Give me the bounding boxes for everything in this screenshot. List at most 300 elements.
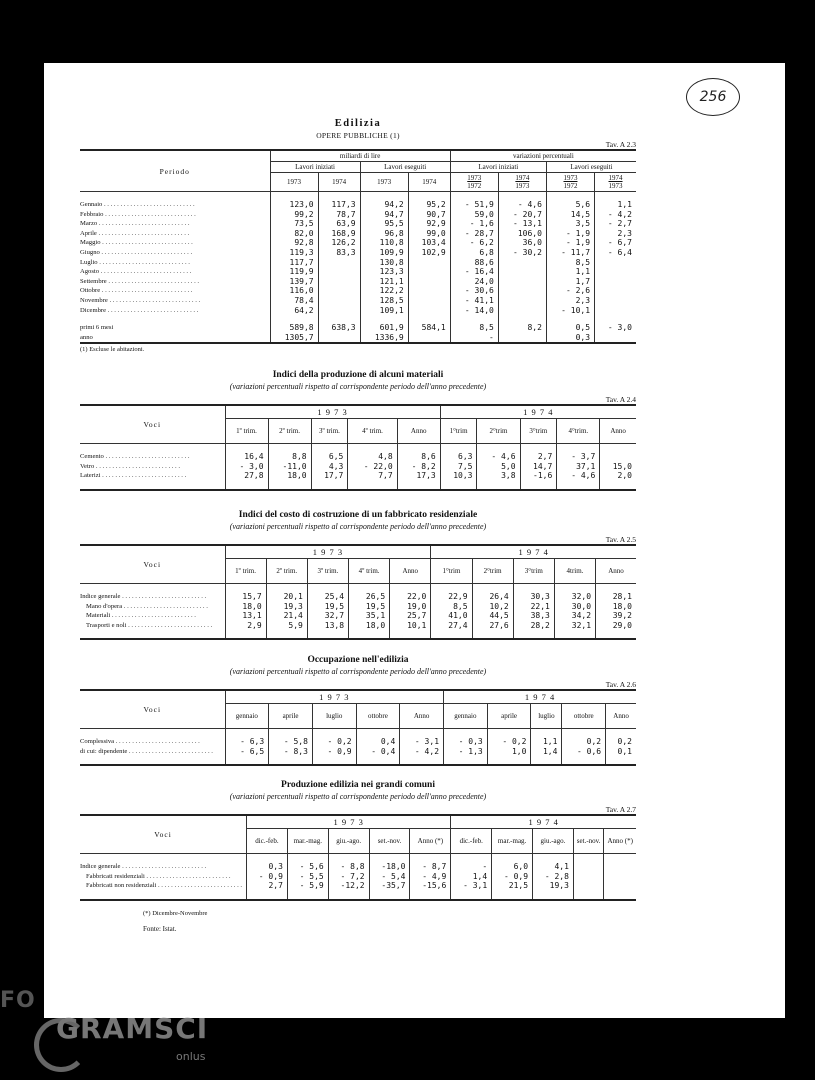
- header-year: 1 9 7 4: [431, 545, 636, 559]
- table-cell: 4,8: [348, 452, 397, 462]
- table-cell: 0,2: [562, 737, 606, 747]
- table-cell: 18,0: [349, 621, 390, 631]
- table-row: [80, 452, 636, 462]
- table-cell: 25,7: [390, 611, 431, 621]
- table-grandi-comuni: [80, 814, 636, 901]
- table-cell: - 0,9: [492, 872, 533, 882]
- table-cell: 94,7: [360, 210, 408, 220]
- table-cell: 19,5: [349, 602, 390, 612]
- table-row: [80, 210, 636, 220]
- page-number-stamp: 256: [686, 78, 740, 116]
- row-label: Gennaio . . . . . . . . . . . . . . . . . . . . . . . . . . . .: [80, 201, 195, 208]
- table-cell: 18,0: [225, 602, 266, 612]
- table-cell: 88,6: [450, 258, 498, 268]
- header-year: 1 9 7 4: [444, 690, 636, 704]
- spacer-cell: [312, 729, 356, 738]
- spacer-cell: [266, 630, 307, 639]
- table-occupazione: [80, 689, 636, 766]
- spacer-cell: [487, 756, 531, 765]
- spacer-cell: [348, 481, 397, 490]
- source-note: Fonte: Istat.: [143, 925, 177, 933]
- column-header-voci: Voci: [80, 815, 247, 854]
- table-cell: 7,5: [440, 462, 477, 472]
- table-cell: -12,2: [328, 881, 369, 891]
- table-cell: - 3,0: [595, 323, 636, 333]
- header-period: Anno: [390, 559, 431, 584]
- section-costo-costruzione: [80, 510, 636, 640]
- table-cell: 25,4: [307, 592, 348, 602]
- table-row: [80, 229, 636, 239]
- section-materiali: [80, 370, 636, 491]
- header-period: 2°trim: [472, 559, 513, 584]
- table-cell: - 20,7: [498, 210, 546, 220]
- spacer-cell: [562, 756, 606, 765]
- table-cell: [498, 267, 546, 277]
- section-subtitle: (variazioni percentuali rispetto al corrispondente periodo dell'anno precedente): [229, 667, 487, 676]
- header-period: 3º trim.: [311, 419, 348, 444]
- table-cell: [408, 306, 450, 316]
- table-cell: - 2,6: [546, 286, 594, 296]
- row-label: Fabbricati non residenziali . . . . . . . . . . . . . . . . . . . . . . . . . .: [86, 882, 243, 890]
- spacer-cell: [80, 315, 270, 323]
- row-label: di cui: dipendente . . . . . . . . . . . . . . . . . . . . . . . . . .: [80, 747, 213, 755]
- header-period: 1º trim.: [225, 559, 266, 584]
- table-cell: 22,0: [390, 592, 431, 602]
- table-cell: [600, 452, 636, 462]
- header-period: gennaio: [225, 704, 269, 729]
- table-cell: 83,3: [318, 248, 360, 258]
- table-cell: [498, 258, 546, 268]
- spacer-cell: [451, 854, 492, 863]
- table-number: Tav. A 2.3: [605, 140, 636, 149]
- spacer-cell: [557, 444, 600, 453]
- spacer-cell: [266, 584, 307, 593]
- header-period: set.-nov.: [573, 829, 603, 854]
- header-period: 1°trim: [440, 419, 477, 444]
- table-row: [80, 296, 636, 306]
- table-cell: - 4,6: [498, 200, 546, 210]
- table-row: [80, 306, 636, 316]
- table-cell: 6,0: [492, 862, 533, 872]
- table-cell: 26,4: [472, 592, 513, 602]
- table-cell: 110,8: [360, 238, 408, 248]
- table-cell: 0,3: [546, 333, 594, 344]
- table-cell: 117,7: [270, 258, 318, 268]
- section-subtitle: (variazioni percentuali rispetto al corrispondente periodo dell'anno precedente): [229, 522, 487, 531]
- logo-text: FO: [0, 988, 36, 1013]
- table-cell: 123,3: [360, 267, 408, 277]
- table-row: [80, 737, 636, 747]
- table-cell: - 4,2: [595, 210, 636, 220]
- spacer-cell: [397, 444, 440, 453]
- spacer-cell: [318, 192, 360, 201]
- table-cell: 34,2: [554, 611, 595, 621]
- table-cell: 1305,7: [270, 333, 318, 344]
- header-period: aprile: [487, 704, 531, 729]
- spacer-cell: [408, 315, 450, 323]
- header-period: Anno: [400, 704, 444, 729]
- table-cell: 8,5: [546, 258, 594, 268]
- table-cell: 123,0: [270, 200, 318, 210]
- table-cell: 128,5: [360, 296, 408, 306]
- spacer-cell: [369, 891, 410, 900]
- table-cell: - 41,1: [450, 296, 498, 306]
- header-period: giu.-ago.: [533, 829, 574, 854]
- table-cell: 5,9: [266, 621, 307, 631]
- table-cell: 6,5: [311, 452, 348, 462]
- header-period: 2°trim: [477, 419, 520, 444]
- spacer-cell: [225, 729, 269, 738]
- header-period: dic.-feb.: [247, 829, 288, 854]
- spacer-cell: [554, 584, 595, 593]
- spacer-cell: [80, 756, 225, 765]
- header-year: 1974: [318, 173, 360, 192]
- table-cell: - 30,6: [450, 286, 498, 296]
- table-cell: 6,8: [450, 248, 498, 258]
- table-cell: [498, 286, 546, 296]
- table-cell: 95,2: [408, 200, 450, 210]
- table-row: [80, 248, 636, 258]
- spacer-cell: [596, 630, 636, 639]
- table-cell: 30,0: [554, 602, 595, 612]
- table-cell: 4,3: [311, 462, 348, 472]
- spacer-cell: [390, 630, 431, 639]
- spacer-cell: [573, 891, 603, 900]
- table-cell: 16,4: [225, 452, 268, 462]
- spacer-cell: [533, 891, 574, 900]
- table-costo-costruzione: [80, 544, 636, 640]
- table-cell: 17,7: [311, 471, 348, 481]
- table-cell: - 5,8: [269, 737, 313, 747]
- spacer-cell: [356, 729, 400, 738]
- table-cell: 14,7: [520, 462, 557, 472]
- spacer-cell: [80, 729, 225, 738]
- table-cell: 94,2: [360, 200, 408, 210]
- table-cell: - 4,2: [400, 747, 444, 757]
- spacer-cell: [225, 756, 269, 765]
- table-cell: -: [451, 862, 492, 872]
- section-title: Edilizia: [334, 118, 382, 129]
- table-cell: [573, 862, 603, 872]
- spacer-cell: [268, 444, 311, 453]
- row-label: Complessiva . . . . . . . . . . . . . . . . . . . . . . . . . .: [80, 738, 200, 745]
- table-cell: - 6,2: [450, 238, 498, 248]
- spacer-cell: [513, 630, 554, 639]
- spacer-cell: [431, 630, 472, 639]
- spacer-cell: [450, 315, 498, 323]
- table-cell: - 8,7: [410, 862, 451, 872]
- header-period: Anno (*): [410, 829, 451, 854]
- spacer-cell: [492, 854, 533, 863]
- table-cell: [604, 862, 636, 872]
- header-period: mar.-mag.: [492, 829, 533, 854]
- table-cell: - 0,2: [312, 737, 356, 747]
- table-cell: [498, 333, 546, 344]
- header-period: Anno (*): [604, 829, 636, 854]
- table-cell: 2,9: [225, 621, 266, 631]
- table-cell: 92,9: [408, 219, 450, 229]
- spacer-cell: [311, 481, 348, 490]
- table-cell: - 3,1: [451, 881, 492, 891]
- header-period: gennaio: [444, 704, 488, 729]
- table-cell: 638,3: [318, 323, 360, 333]
- table-cell: 4,1: [533, 862, 574, 872]
- header-period: aprile: [269, 704, 313, 729]
- table-cell: 35,1: [349, 611, 390, 621]
- table-cell: - 3,7: [557, 452, 600, 462]
- table-row: [80, 286, 636, 296]
- table-cell: 1,1: [531, 737, 562, 747]
- table-cell: 13,1: [225, 611, 266, 621]
- header-year: 1974: [408, 173, 450, 192]
- spacer-cell: [604, 854, 636, 863]
- table-footnote: (*) Dicembre-Novembre: [143, 910, 208, 917]
- spacer-cell: [225, 630, 266, 639]
- spacer-cell: [328, 891, 369, 900]
- table-cell: 5,6: [546, 200, 594, 210]
- table-cell: 0,4: [356, 737, 400, 747]
- table-cell: [408, 333, 450, 344]
- table-cell: [318, 306, 360, 316]
- row-label: Maggio . . . . . . . . . . . . . . . . . . . . . . . . . . . .: [80, 239, 193, 247]
- table-cell: 28,1: [596, 592, 636, 602]
- table-cell: 3,5: [546, 219, 594, 229]
- spacer-cell: [311, 444, 348, 453]
- spacer-cell: [554, 630, 595, 639]
- table-cell: 96,8: [360, 229, 408, 239]
- spacer-cell: [349, 584, 390, 593]
- table-cell: -15,6: [410, 881, 451, 891]
- table-cell: - 5,9: [287, 881, 328, 891]
- spacer-cell: [472, 584, 513, 593]
- table-cell: 0,3: [247, 862, 288, 872]
- spacer-cell: [80, 481, 225, 490]
- table-cell: 1,1: [595, 200, 636, 210]
- table-cell: [318, 333, 360, 344]
- table-cell: - 1,6: [450, 219, 498, 229]
- spacer-cell: [270, 315, 318, 323]
- row-label: Fabbricati residenziali . . . . . . . . . . . . . . . . . . . . . . . . . .: [86, 872, 231, 880]
- spacer-cell: [477, 444, 520, 453]
- row-label: Dicembre . . . . . . . . . . . . . . . . . . . . . . . . . . . .: [80, 306, 199, 314]
- table-cell: [318, 286, 360, 296]
- table-cell: 116,0: [270, 286, 318, 296]
- table-opere-pubbliche: [80, 149, 636, 344]
- header-period: 2º trim.: [268, 419, 311, 444]
- spacer-cell: [533, 854, 574, 863]
- table-cell: - 30,2: [498, 248, 546, 258]
- header-period: giu.-ago.: [328, 829, 369, 854]
- section-subtitle: (variazioni percentuali rispetto al corrispondente periodo dell'anno precedente): [229, 792, 487, 801]
- table-cell: 1,1: [546, 267, 594, 277]
- header-period: 3°trim: [520, 419, 557, 444]
- table-cell: 78,7: [318, 210, 360, 220]
- header-lavori-iniziati: Lavori iniziati: [450, 162, 546, 173]
- table-cell: 90,7: [408, 210, 450, 220]
- table-cell: [318, 296, 360, 306]
- table-cell: [498, 277, 546, 287]
- table-cell: [408, 267, 450, 277]
- table-cell: 2,0: [600, 471, 636, 481]
- table-cell: [595, 333, 636, 344]
- table-materiali: [80, 404, 636, 491]
- table-cell: [595, 306, 636, 316]
- table-cell: 95,5: [360, 219, 408, 229]
- table-cell: - 11,7: [546, 248, 594, 258]
- table-cell: 38,3: [513, 611, 554, 621]
- table-cell: 15,7: [225, 592, 266, 602]
- table-cell: - 0,9: [247, 872, 288, 882]
- header-year: 1 9 7 4: [451, 815, 636, 829]
- table-cell: - 3,1: [400, 737, 444, 747]
- table-cell: 1,7: [546, 277, 594, 287]
- row-label: Marzo . . . . . . . . . . . . . . . . . . . . . . . . . . . .: [80, 220, 190, 228]
- spacer-cell: [492, 891, 533, 900]
- table-cell: - 6,3: [225, 737, 269, 747]
- spacer-cell: [225, 584, 266, 593]
- table-row: [80, 862, 636, 872]
- table-cell: 8,5: [450, 323, 498, 333]
- table-cell: - 6,4: [595, 248, 636, 258]
- spacer-cell: [562, 729, 606, 738]
- table-cell: - 5,6: [287, 862, 328, 872]
- table-cell: - 16,4: [450, 267, 498, 277]
- spacer-cell: [247, 854, 288, 863]
- row-label: primi 6 mesi: [80, 324, 114, 332]
- table-cell: [595, 277, 636, 287]
- spacer-cell: [520, 444, 557, 453]
- table-row: [80, 200, 636, 210]
- section-title: Indici del costo di costruzione di un fabbricato residenziale: [238, 510, 478, 520]
- table-cell: - 22,0: [348, 462, 397, 472]
- spacer-cell: [472, 630, 513, 639]
- table-cell: -18,0: [369, 862, 410, 872]
- table-row: [80, 267, 636, 277]
- row-label: Febbraio . . . . . . . . . . . . . . . . . . . . . . . . . . . .: [80, 210, 196, 218]
- header-period: 4º trim.: [349, 559, 390, 584]
- table-row: [80, 611, 636, 621]
- table-cell: 0,2: [606, 737, 636, 747]
- table-cell: - 4,6: [557, 471, 600, 481]
- spacer-cell: [287, 854, 328, 863]
- table-cell: 22,1: [513, 602, 554, 612]
- spacer-cell: [498, 192, 546, 201]
- header-period: ottobre: [356, 704, 400, 729]
- section-subtitle: OPERE PUBBLICHE (1): [316, 131, 400, 140]
- spacer-cell: [225, 444, 268, 453]
- header-ratio: 1973 1972: [546, 173, 594, 192]
- spacer-cell: [440, 481, 477, 490]
- spacer-cell: [269, 756, 313, 765]
- table-cell: 1,0: [487, 747, 531, 757]
- table-note: (1) Escluse le abitazioni.: [80, 346, 145, 354]
- table-cell: 10,2: [472, 602, 513, 612]
- header-period: 4trim.: [554, 559, 595, 584]
- section-opere-pubbliche: [80, 118, 636, 353]
- spacer-cell: [80, 584, 225, 593]
- table-cell: 2,7: [247, 881, 288, 891]
- spacer-cell: [573, 854, 603, 863]
- spacer-cell: [444, 729, 488, 738]
- header-period: luglio: [312, 704, 356, 729]
- spacer-cell: [318, 315, 360, 323]
- row-label: Luglio . . . . . . . . . . . . . . . . . . . . . . . . . . . .: [80, 258, 190, 266]
- table-cell: 59,0: [450, 210, 498, 220]
- table-cell: - 8,8: [328, 862, 369, 872]
- header-ratio: 1974 1973: [595, 173, 636, 192]
- table-cell: [498, 306, 546, 316]
- table-cell: - 5,4: [369, 872, 410, 882]
- table-cell: 30,3: [513, 592, 554, 602]
- table-cell: 24,0: [450, 277, 498, 287]
- table-cell: 2,3: [546, 296, 594, 306]
- spacer-cell: [328, 854, 369, 863]
- table-cell: 168,9: [318, 229, 360, 239]
- table-cell: - 2,8: [533, 872, 574, 882]
- row-label: anno: [80, 333, 93, 341]
- spacer-cell: [431, 584, 472, 593]
- table-cell: 32,7: [307, 611, 348, 621]
- table-cell: - 10,1: [546, 306, 594, 316]
- table-row: [80, 602, 636, 612]
- table-cell: [604, 881, 636, 891]
- table-cell: 106,0: [498, 229, 546, 239]
- row-label: Novembre . . . . . . . . . . . . . . . . . . . . . . . . . . . .: [80, 296, 201, 304]
- table-cell: 8,8: [268, 452, 311, 462]
- spacer-cell: [80, 444, 225, 453]
- table-cell: [573, 881, 603, 891]
- row-label: Giugno . . . . . . . . . . . . . . . . . . . . . . . . . . . .: [80, 248, 193, 256]
- table-cell: 5,0: [477, 462, 520, 472]
- table-cell: 27,4: [431, 621, 472, 631]
- table-cell: - 28,7: [450, 229, 498, 239]
- table-cell: 14,5: [546, 210, 594, 220]
- row-label: Indice generale . . . . . . . . . . . . . . . . . . . . . . . . . .: [80, 593, 207, 600]
- table-cell: 7,7: [348, 471, 397, 481]
- table-cell: - 4,6: [477, 452, 520, 462]
- header-year: 1 9 7 4: [440, 405, 636, 419]
- table-cell: 19,0: [390, 602, 431, 612]
- table-cell: 122,2: [360, 286, 408, 296]
- table-cell: [408, 277, 450, 287]
- spacer-cell: [269, 729, 313, 738]
- table-row: [80, 471, 636, 481]
- header-year: 1 9 7 3: [225, 690, 444, 704]
- spacer-cell: [596, 584, 636, 593]
- header-period: Anno: [600, 419, 636, 444]
- table-cell: 2,3: [595, 229, 636, 239]
- row-label: Trasporti e noli . . . . . . . . . . . . . . . . . . . . . . . . . .: [86, 621, 213, 629]
- table-cell: 36,0: [498, 238, 546, 248]
- table-cell: 139,7: [270, 277, 318, 287]
- table-cell: -1,6: [520, 471, 557, 481]
- table-cell: 26,5: [349, 592, 390, 602]
- table-cell: [595, 258, 636, 268]
- spacer-cell: [397, 481, 440, 490]
- section-subtitle: (variazioni percentuali rispetto al corrispondente periodo dell'anno precedente): [229, 382, 487, 391]
- table-cell: 589,8: [270, 323, 318, 333]
- table-cell: 3,8: [477, 471, 520, 481]
- table-cell: [595, 296, 636, 306]
- spacer-cell: [312, 756, 356, 765]
- table-cell: 99,0: [408, 229, 450, 239]
- table-cell: 27,8: [225, 471, 268, 481]
- table-cell: -: [450, 333, 498, 344]
- header-period: 3°trim: [513, 559, 554, 584]
- table-cell: - 0,3: [444, 737, 488, 747]
- table-cell: 28,2: [513, 621, 554, 631]
- logo-brand: GRAMSCI: [56, 1012, 209, 1045]
